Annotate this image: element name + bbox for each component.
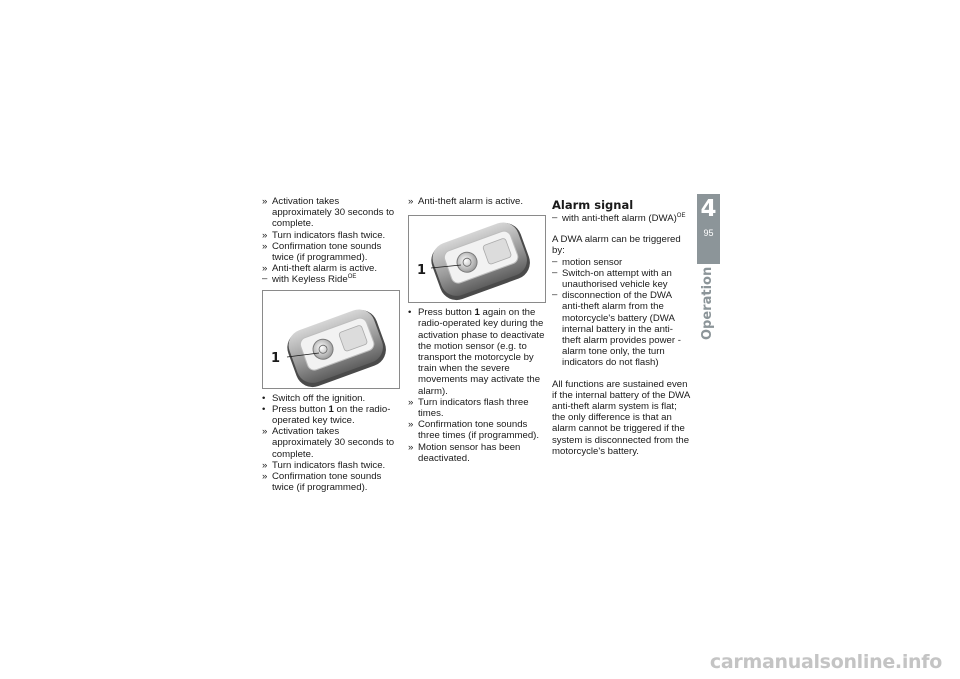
closing-paragraph: All functions are sustained even if the internal battery of the DWA anti-theft alarm system is flat; the only difference is that an alarm cannot be triggered if the system is disconnected from the motorcycle's battery. xyxy=(552,378,690,457)
watermark: carmanualsonline.info xyxy=(709,651,942,673)
list-item: » Motion sensor has been deactivated. xyxy=(408,441,521,464)
column-1 xyxy=(262,196,400,493)
key-figure-2 xyxy=(408,215,546,303)
column-3 xyxy=(552,198,690,457)
intro-paragraph: A DWA alarm can be triggered by: xyxy=(552,234,681,257)
remote-key-image xyxy=(409,216,545,302)
callout-label: 1 xyxy=(271,350,281,366)
key-figure-1 xyxy=(262,290,400,389)
list-item: » Anti-theft alarm is active. xyxy=(262,263,378,275)
list-item: » Activation takes approximately 30 seconds to complete. xyxy=(262,426,395,460)
list-item: » Confirmation tone sounds twice (if programmed). xyxy=(262,471,382,494)
list-item: » Activation takes approximately 30 seconds to complete. xyxy=(262,196,395,230)
callout-label: 1 xyxy=(417,263,427,279)
list-item: » Turn indicators flash three times. xyxy=(408,396,529,420)
option-label: with Keyless Ride xyxy=(272,274,348,286)
list-item: » Confirmation tone sounds twice (if programmed). xyxy=(262,240,382,264)
list-item: » Turn indicators flash twice. xyxy=(262,459,386,471)
option-label: with anti-theft alarm (DWA) xyxy=(562,213,677,224)
list-item: » Anti-theft alarm is active. xyxy=(408,196,524,207)
oe-marker: OE xyxy=(676,213,686,219)
list-item: » Confirmation tone sounds three times (if programmed). xyxy=(408,419,540,442)
list-item: • Press button 1 again on the radio-operated key during the activation phase to deactivate the motion sensor (e.g. to transport the motorcycle by train when the severe movements may activate the alarm). xyxy=(408,307,545,397)
page-number: 95 xyxy=(703,228,714,238)
oe-marker: OE xyxy=(347,274,357,281)
section-heading: Alarm signal xyxy=(552,198,634,212)
remote-key-image xyxy=(263,291,399,388)
trigger-item: – motion sensor xyxy=(552,255,623,268)
chapter-number: 4 xyxy=(700,196,717,222)
keyless-ride-option: – with Keyless Ride$^{OE}$ xyxy=(262,273,357,286)
dwa-option: – with anti-theft alarm (DWA)$^{OE}$ xyxy=(552,212,686,224)
list-item: • Switch off the ignition. xyxy=(262,392,366,404)
list-item: • Press button 1 on the radio-operated key twice. xyxy=(262,403,391,427)
list-item: » Turn indicators flash twice. xyxy=(262,229,386,241)
trigger-item: – Switch-on attempt with an unauthorised vehicle key xyxy=(552,266,672,291)
trigger-item: – disconnection of the DWA anti-theft alarm from the motorcycle's battery (DWA internal battery in the anti-theft alarm provides power - alarm tone only, the turn indicators do not flash) xyxy=(552,289,681,369)
column-2 xyxy=(408,196,546,464)
